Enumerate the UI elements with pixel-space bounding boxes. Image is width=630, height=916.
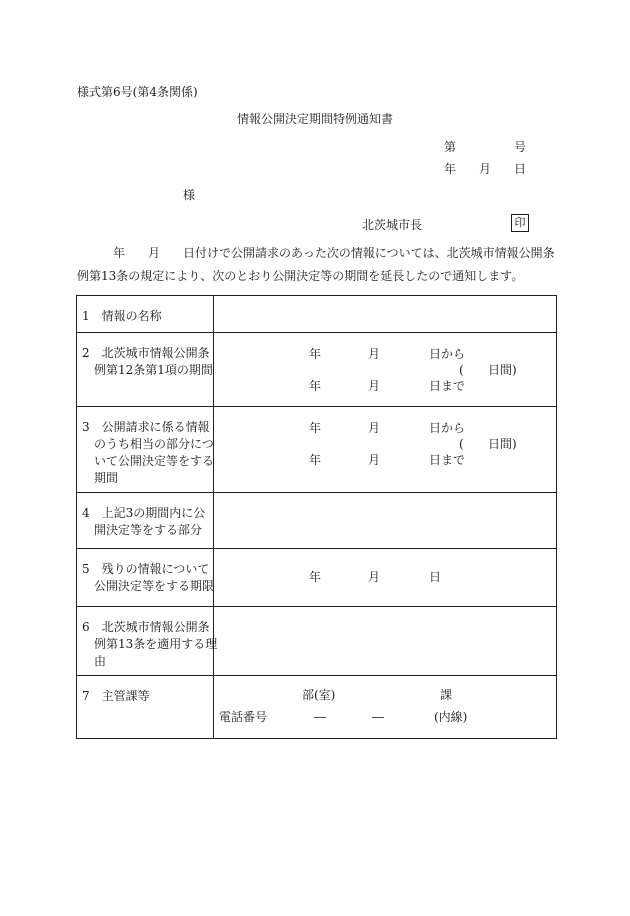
days-count: 日間) <box>488 437 517 451</box>
table-row-remaining-deadline <box>77 549 557 607</box>
label-partial-decision-period: 3 公開請求に係る情報 のうち相当の部分につ いて公開決定等をする 期間 <box>82 420 215 485</box>
value-cell-article12-period[interactable] <box>214 333 557 407</box>
phone-extension: (内線) <box>434 710 468 724</box>
deadline-month: 月 <box>368 570 381 584</box>
body-line-1-text: 日付けで公開請求のあった次の情報については、北茨城市情報公開条 <box>183 246 555 260</box>
label-cell <box>77 607 218 676</box>
days-paren-open: ( <box>459 437 464 451</box>
from-year: 年 <box>309 421 322 435</box>
label-cell <box>77 296 214 333</box>
department-bu-shitsu: 部(室) <box>302 688 336 702</box>
days-paren-open: ( <box>459 363 464 377</box>
until-day: 日まで <box>429 453 466 467</box>
seal-mark: 印 <box>511 214 529 232</box>
issue-date-month: 月 <box>479 162 492 176</box>
document-number-dai: 第 <box>444 140 457 154</box>
label-remaining-deadline: 5 残りの情報について 公開決定等をする期限 <box>82 562 215 593</box>
value-cell-info-name[interactable] <box>214 296 557 333</box>
body-month: 月 <box>148 246 161 260</box>
label-article13-reason: 6 北茨城市情報公開条 例第13条を適用する理 由 <box>82 620 218 668</box>
issuer-mayor: 北茨城市長 <box>362 218 423 232</box>
phone-label: 電話番号 <box>219 710 268 724</box>
phone-dash-2: ― <box>372 710 384 724</box>
deadline-year: 年 <box>309 570 322 584</box>
from-month: 月 <box>368 347 381 361</box>
body-year: 年 <box>113 246 126 260</box>
value-cell-article13-reason[interactable] <box>214 607 557 676</box>
table-row-info-name <box>77 296 557 333</box>
label-partial-within-period: 4 上記3の期間内に公 開決定等をする部分 <box>82 506 206 537</box>
document-title: 情報公開決定期間特例通知書 <box>236 112 393 126</box>
notification-table <box>76 295 557 739</box>
label-cell <box>77 333 214 407</box>
until-month: 月 <box>368 453 381 467</box>
table-row-article13-reason <box>77 607 557 676</box>
value-cell-partial-within-period[interactable] <box>214 493 557 549</box>
deadline-day: 日 <box>429 570 442 584</box>
label-info-name: 1 情報の名称 <box>82 309 162 323</box>
addressee-sama: 様 <box>183 188 196 202</box>
until-year: 年 <box>309 379 322 393</box>
phone-dash-1: ― <box>314 710 326 724</box>
document-number-go: 号 <box>514 140 527 154</box>
section-ka: 課 <box>440 688 453 702</box>
form-number: 様式第6号(第4条関係) <box>77 85 198 99</box>
label-cell <box>77 549 214 607</box>
table-row-partial-within-period <box>77 493 557 549</box>
from-month: 月 <box>368 421 381 435</box>
until-year: 年 <box>309 453 322 467</box>
value-cell-department[interactable] <box>214 676 557 739</box>
label-article12-period: 2 北茨城市情報公開条 例第12条第1項の期間 <box>82 346 213 377</box>
until-day: 日まで <box>429 379 466 393</box>
label-cell <box>77 407 214 493</box>
issue-date-day: 日 <box>514 162 527 176</box>
label-department: 7 主管課等 <box>82 689 150 703</box>
table-row-partial-decision-period <box>77 407 557 493</box>
value-cell-partial-decision-period[interactable] <box>214 407 557 493</box>
value-cell-remaining-deadline[interactable] <box>214 549 557 607</box>
days-count: 日間) <box>488 363 517 377</box>
until-month: 月 <box>368 379 381 393</box>
issue-date-year: 年 <box>444 162 457 176</box>
body-line-2: 例第13条の規定により、次のとおり公開決定等の期間を延長したので通知します。 <box>77 269 524 283</box>
table-row-department <box>77 676 557 739</box>
table-row-article12-period <box>77 333 557 407</box>
from-day: 日から <box>429 347 466 361</box>
from-day: 日から <box>429 421 466 435</box>
from-year: 年 <box>309 347 322 361</box>
label-cell <box>77 676 214 739</box>
label-cell <box>77 493 214 549</box>
